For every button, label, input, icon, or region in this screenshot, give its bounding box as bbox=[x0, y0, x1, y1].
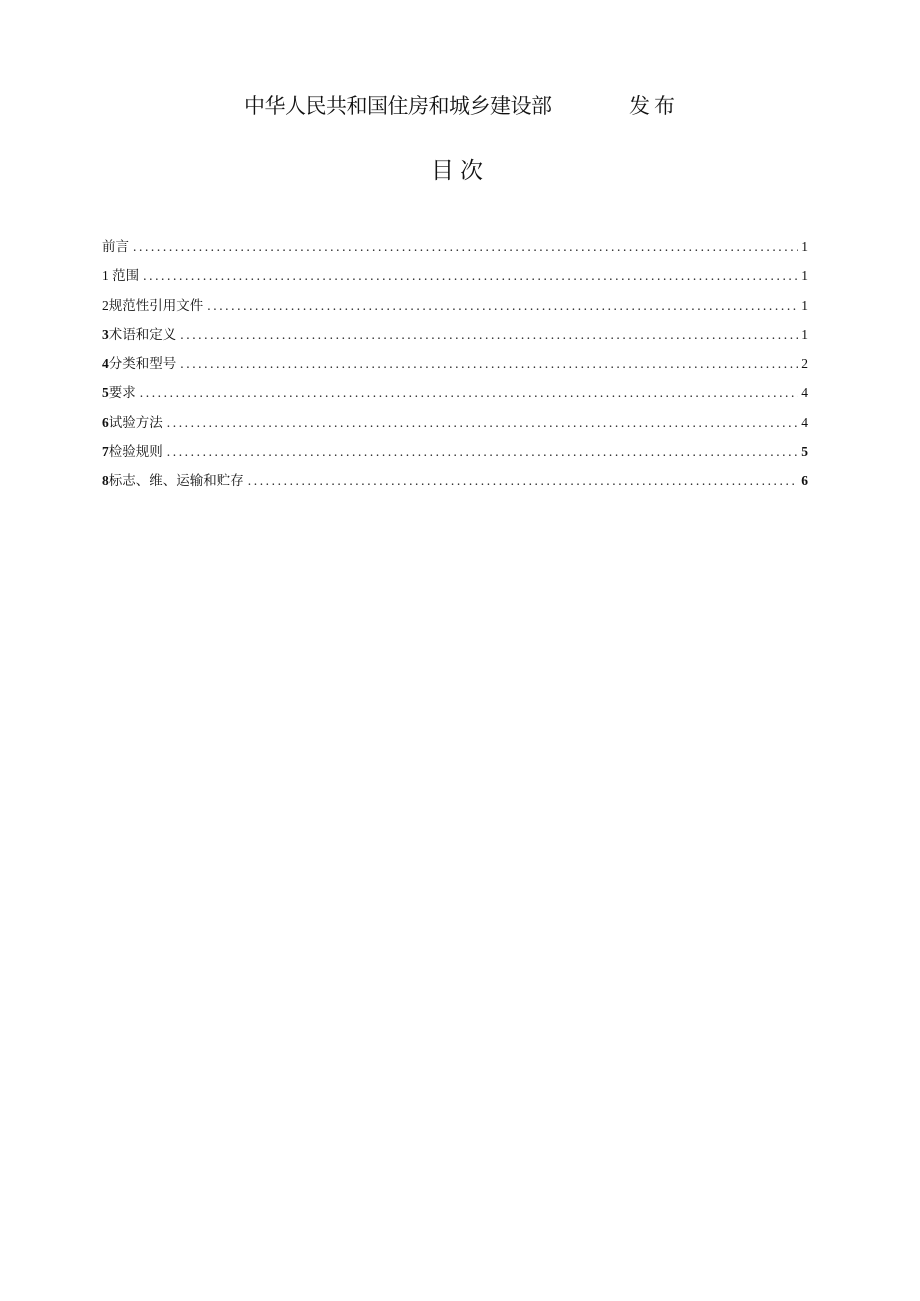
toc-entry-label: 规范性引用文件 bbox=[108, 297, 204, 313]
toc-entry-label: 检验规则 bbox=[108, 444, 163, 460]
toc-entry-number: 4 bbox=[102, 356, 109, 372]
toc-dot-leader bbox=[180, 349, 798, 378]
toc-entry-test-methods[interactable] bbox=[102, 408, 808, 437]
toc-entry-requirements[interactable] bbox=[102, 378, 808, 407]
toc-entry-scope[interactable] bbox=[102, 261, 808, 290]
toc-entry-page: 1 bbox=[801, 326, 808, 342]
toc-entry-page: 4 bbox=[801, 385, 808, 401]
toc-entry-label: 试验方法 bbox=[108, 414, 163, 430]
toc-entry-label: 前言 bbox=[102, 239, 129, 254]
toc-entry-classification[interactable] bbox=[102, 349, 808, 378]
toc-entry-page: 6 bbox=[801, 473, 808, 489]
toc-entry-number: 8 bbox=[102, 473, 109, 489]
toc-entry-label: 标志、维、运输和贮存 bbox=[108, 473, 244, 489]
table-of-contents bbox=[102, 232, 808, 496]
toc-dot-leader bbox=[167, 437, 798, 466]
toc-entry-label: 范围 bbox=[108, 268, 140, 284]
toc-entry-inspection-rules[interactable] bbox=[102, 437, 808, 466]
toc-dot-leader bbox=[133, 232, 798, 261]
issue-word: 发布 bbox=[629, 94, 679, 118]
toc-entry-number: 7 bbox=[102, 444, 109, 460]
toc-entry-page: 1 bbox=[801, 268, 808, 284]
issuer-name: 中华人民共和国住房和城乡建设部 bbox=[244, 94, 552, 118]
toc-entry-number: 3 bbox=[102, 326, 109, 342]
toc-dot-leader bbox=[167, 408, 798, 437]
toc-entry-foreword[interactable] bbox=[102, 232, 808, 261]
toc-entry-page: 1 bbox=[801, 297, 808, 313]
toc-dot-leader bbox=[248, 466, 798, 495]
toc-entry-page: 4 bbox=[801, 414, 808, 430]
toc-entry-marking-transport-storage[interactable] bbox=[102, 466, 808, 495]
toc-dot-leader bbox=[180, 320, 798, 349]
toc-entry-label: 分类和型号 bbox=[108, 356, 177, 372]
toc-entry-number: 6 bbox=[102, 414, 109, 430]
toc-entry-page: 2 bbox=[801, 356, 808, 372]
toc-dot-leader bbox=[143, 261, 798, 290]
toc-entry-page: 1 bbox=[801, 239, 808, 254]
toc-dot-leader bbox=[207, 291, 798, 320]
toc-entry-number: 2 bbox=[102, 297, 109, 313]
toc-title: 目次 bbox=[431, 158, 489, 184]
toc-entry-number: 5 bbox=[102, 385, 109, 401]
publisher-line bbox=[0, 90, 920, 122]
toc-entry-page: 5 bbox=[801, 444, 808, 460]
toc-entry-label: 要求 bbox=[108, 385, 136, 401]
toc-entry-terms-definitions[interactable] bbox=[102, 320, 808, 349]
toc-entry-label: 术语和定义 bbox=[108, 326, 177, 342]
toc-entry-number: 1 bbox=[102, 268, 109, 284]
toc-dot-leader bbox=[140, 378, 798, 407]
toc-entry-normative-references[interactable] bbox=[102, 291, 808, 320]
